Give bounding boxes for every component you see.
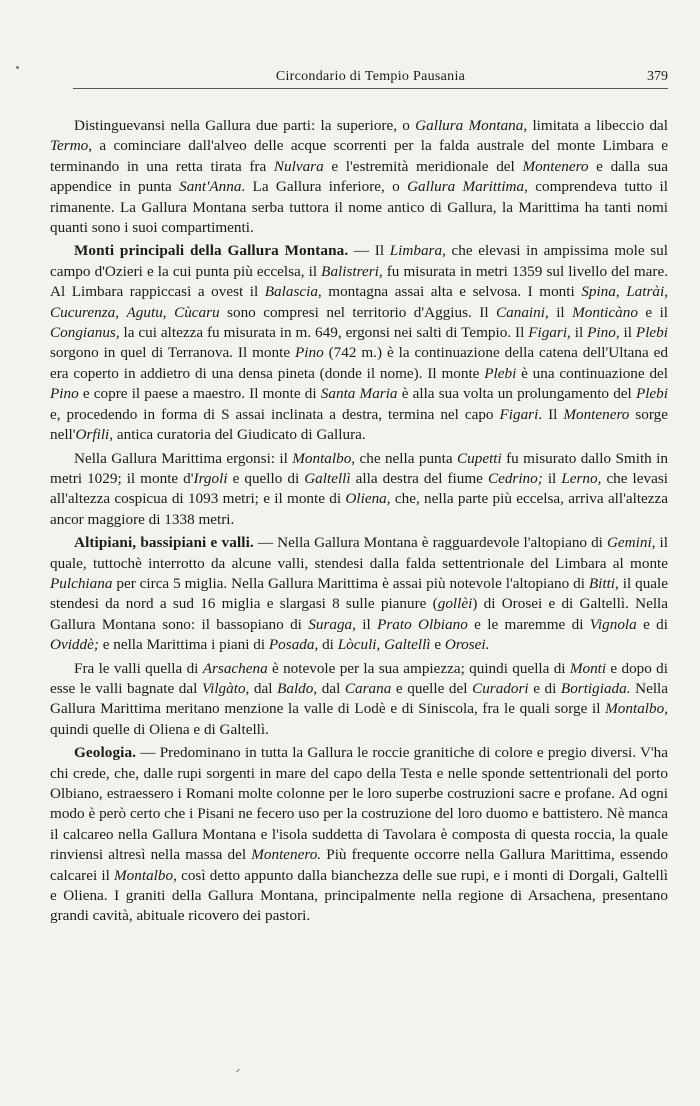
text-run: ,: [664, 283, 668, 301]
italic-term: Congianus: [50, 324, 116, 342]
text-run: , fu misurata in metri 1359 sul livello del mare. Al Limbara rappiccasi a ovest il: [50, 262, 668, 301]
italic-term: Pino: [587, 324, 616, 342]
text-run: e di: [636, 615, 668, 633]
text-run: — Predominano in tutta la Gallura le roccie granitiche di colore e pregio diversi. V'ha chi crede, che, dalle rupi sorgenti in mare del capo della Testa e nelle sponde settentrionali del porto Olbiano, estraessero i Romani molte colonne per le loro superbe costruzioni sacre e profane. Ad ogni modo è però certo che i Pisani ne fecero uso per la costruzione del loro duomo e battistero. Nè manca il calcareo nella Gallura Montana e l'isola suddetta di Tavolara è composta di questa roccia, la quale rinviensi altresì nella massa del: [50, 744, 668, 864]
section-heading: Geologia.: [74, 744, 137, 762]
italic-term: Arsachena: [202, 659, 268, 677]
text-run: e dopo di esse le valli bagnate dal: [50, 659, 668, 697]
text-run: Distinguevansi nella Gallura due parti: la superiore, o: [74, 117, 416, 134]
italic-term: Termo: [50, 137, 89, 155]
text-run: Nella Gallura Marittima meritano menzione la valle di Lodè e di Siniscola, fra le quali sorge il: [50, 679, 669, 718]
text-run: sorgono in quel di Terranova. Il monte: [50, 344, 295, 362]
italic-term: Bitti: [588, 574, 616, 592]
text-run: , antica curatoria del Giudicato di Gallura.: [109, 426, 366, 444]
italic-term: Figari: [499, 405, 539, 423]
text-run: sorge nell': [50, 405, 668, 444]
section-heading: Monti principali della Gallura Montana.: [74, 242, 349, 260]
italic-term: Orosei.: [444, 636, 490, 654]
italic-term: Santa Maria: [320, 385, 398, 403]
paragraph: [50, 241, 668, 445]
paragraph: [50, 116, 668, 238]
text-run: , il: [544, 303, 573, 321]
italic-term: Montalbo: [114, 866, 174, 884]
text-run: , che levasi all'altezza cospicua di 1093 metri; e il monte di: [50, 469, 668, 508]
page-number: 379: [647, 69, 668, 84]
italic-term: Montenero: [563, 405, 630, 423]
italic-term: Balistreri: [321, 262, 379, 280]
italic-term: Orfili: [75, 426, 110, 444]
italic-term: Lerno: [561, 469, 598, 487]
text-run: è una continuazione del: [516, 364, 668, 382]
text-run: , il: [567, 324, 588, 342]
italic-term: Monticàno: [572, 303, 638, 321]
italic-term: Lòculi: [337, 636, 377, 654]
text-run: — Il: [348, 242, 390, 260]
italic-term: Cedrino;: [487, 469, 543, 487]
italic-term: Agutu: [126, 303, 163, 321]
italic-term: Prato Olbiano: [377, 615, 468, 633]
italic-term: Curadori: [472, 679, 529, 697]
text-run: e: [430, 636, 445, 654]
text-run: fu misurato dallo Smith in metri 1029; il monte d': [50, 449, 668, 487]
text-run: ,: [162, 303, 175, 321]
italic-term: Plebi: [484, 364, 517, 382]
footer-speck: [236, 1069, 240, 1072]
text-run: , montagna assai alta e selvosa. I monti: [317, 283, 582, 301]
header-title: Circondario di Tempio Pausania: [275, 69, 466, 84]
italic-term: Gallura Marittima: [407, 178, 525, 196]
italic-term: Montalbo: [605, 700, 665, 718]
italic-term: Figari: [528, 324, 568, 342]
text-run: e quelle del: [391, 679, 473, 697]
text-run: , così detto appunto dalla bianchezza delle sue rupi, e i monti di Dorgali, Galtellì e Oliena. I graniti della Gallura Montana, principalmente nella regione di Arsachena, presentano grandi cavità, abituale ricovero dei pastori.: [50, 866, 669, 925]
italic-term: Suraga: [308, 615, 353, 633]
text-run: , che nella punta: [351, 449, 458, 467]
header-rule: [73, 88, 668, 89]
text-run: e copre il paese a maestro. Il monte di: [78, 385, 321, 403]
italic-term: Latrài: [626, 283, 665, 301]
italic-term: Posada: [268, 636, 315, 654]
text-run: e l'estremità meridionale del: [323, 157, 523, 175]
italic-term: Montalbo: [292, 449, 352, 467]
italic-term: Montenero: [522, 157, 589, 175]
text-run: alla destra del fiume: [350, 469, 488, 487]
text-run: e le maremme di: [467, 615, 590, 633]
text-run: , quindi quelle di Oliena e di Galtellì.: [50, 700, 668, 738]
section-heading: Altipiani, bassipiani e valli.: [74, 534, 254, 552]
italic-term: Spina: [581, 283, 616, 301]
text-run: sono compresi nel territorio d'Aggius. Il: [219, 303, 496, 321]
text-run: e dalla sua appendice in punta: [50, 157, 668, 196]
running-header: [73, 68, 668, 86]
italic-term: Balascia: [264, 283, 318, 301]
italic-term: Vignola: [589, 615, 637, 633]
italic-term: Canaini: [496, 303, 545, 321]
text-run: è alla sua volta un prolungamento del: [397, 385, 636, 403]
italic-term: Cucurenza: [50, 303, 116, 321]
italic-term: gollèi: [437, 595, 473, 613]
italic-term: Irgoli: [193, 469, 228, 487]
italic-term: Galtellì: [384, 636, 431, 654]
italic-term: Montenero.: [251, 846, 322, 864]
text-run: , dal: [245, 679, 278, 697]
italic-term: Gallura Montana: [415, 117, 524, 134]
italic-term: Cupetti: [457, 449, 502, 467]
italic-term: Galtellì: [304, 469, 351, 487]
text-run: e nella Marittima i piani di: [98, 636, 269, 654]
text-run: , dal: [313, 679, 345, 697]
text-run: e, procedendo in forma di S assai inclinata a destra, termina nel capo: [50, 405, 500, 423]
italic-term: Bortigiada.: [560, 679, 631, 697]
text-run: , a cominciare dall'alveo delle acque scorrenti per la falda australe del monte Limbara e terminando in una retta tirata fra: [50, 137, 668, 175]
italic-term: Gemini: [606, 534, 652, 552]
text-run: ,: [615, 283, 627, 301]
text-run: , il: [352, 615, 378, 633]
text-run: , che, nella parte più eccelsa, arriva all'altezza ancor maggiore di 1338 metri.: [50, 490, 668, 528]
text-run: è notevole per la sua ampiezza; quindi quella di: [267, 659, 570, 677]
text-run: . Il: [538, 405, 564, 423]
text-run: Fra le valli quella di: [74, 659, 203, 677]
italic-term: Monti: [569, 659, 607, 677]
text-run: Nella Gallura Marittima ergonsi: il: [74, 449, 293, 467]
italic-term: Oliena: [345, 490, 387, 508]
text-run: , il: [615, 324, 636, 342]
italic-term: Cùcaru: [174, 303, 220, 321]
text-run: (742 m.) è la continuazione della catena dell'Ultana ed era coperto in addietro di una densa pineta (donde il nome). Il monte: [50, 344, 668, 382]
text-run: , che elevasi in ampissima mole sul campo d'Ozieri e la cui punta più eccelsa, il: [50, 242, 668, 280]
italic-term: Oviddè;: [50, 636, 99, 654]
text-run: Più frequente occorre nella Gallura Marittima, essendo calcarei il: [50, 846, 668, 884]
text-run: ,: [115, 303, 127, 321]
text-run: , limitata a libeccio dal: [523, 117, 668, 134]
italic-term: Vilgàto: [201, 679, 246, 697]
italic-term: Pulchiana: [50, 574, 113, 592]
text-run: e quello di: [227, 469, 305, 487]
italic-term: Pino: [50, 385, 79, 403]
paragraph: [50, 449, 668, 531]
text-run: . La Gallura inferiore, o: [241, 178, 408, 196]
text-run: il: [542, 469, 562, 487]
text-run: e di: [528, 679, 561, 697]
italic-term: Plebi: [635, 324, 668, 342]
text-run: e il: [637, 303, 669, 321]
text-run: , il quale, tuttochè interrotto da alcune valli, stendesi dalla falda settentrionale del Limbara al monte: [50, 534, 668, 572]
text-run: ) di Orosei e di Galtellì. Nella Gallura Montana sono: il bassopiano di: [50, 595, 669, 633]
italic-term: Pino: [295, 344, 324, 362]
paragraph: [50, 659, 668, 741]
italic-term: Plebi: [635, 385, 668, 403]
italic-term: Carana: [344, 679, 392, 697]
italic-term: Nulvara: [273, 157, 324, 175]
text-run: — Nella Gallura Montana è ragguardevole l'altopiano di: [253, 534, 607, 552]
italic-term: Baldo: [277, 679, 314, 697]
page-body: [50, 116, 668, 930]
paragraph: [50, 743, 668, 927]
text-run: , comprendeva tutto il rimanente. La Gallura Montana serba tuttora il nome antico di Gallura, la Marittima ha tanti nomi quanti sono i suoi compartimenti.: [50, 178, 668, 237]
paragraph: [50, 533, 668, 655]
text-run: , la cui altezza fu misurata in m. 649, ergonsi nei salti di Tempio. Il: [115, 324, 529, 342]
margin-speck: [16, 66, 19, 69]
text-run: ,: [376, 636, 385, 654]
text-run: per circa 5 miglia. Nella Gallura Marittima è assai più notevole l'altopiano di: [112, 574, 589, 592]
text-run: , di: [314, 636, 338, 654]
italic-term: Limbara: [389, 242, 443, 260]
italic-term: Sant'Anna: [179, 178, 242, 196]
text-run: , il quale stendesi da nord a sud 16 miglia e slargasi 8 sulle pianure (: [50, 574, 669, 613]
